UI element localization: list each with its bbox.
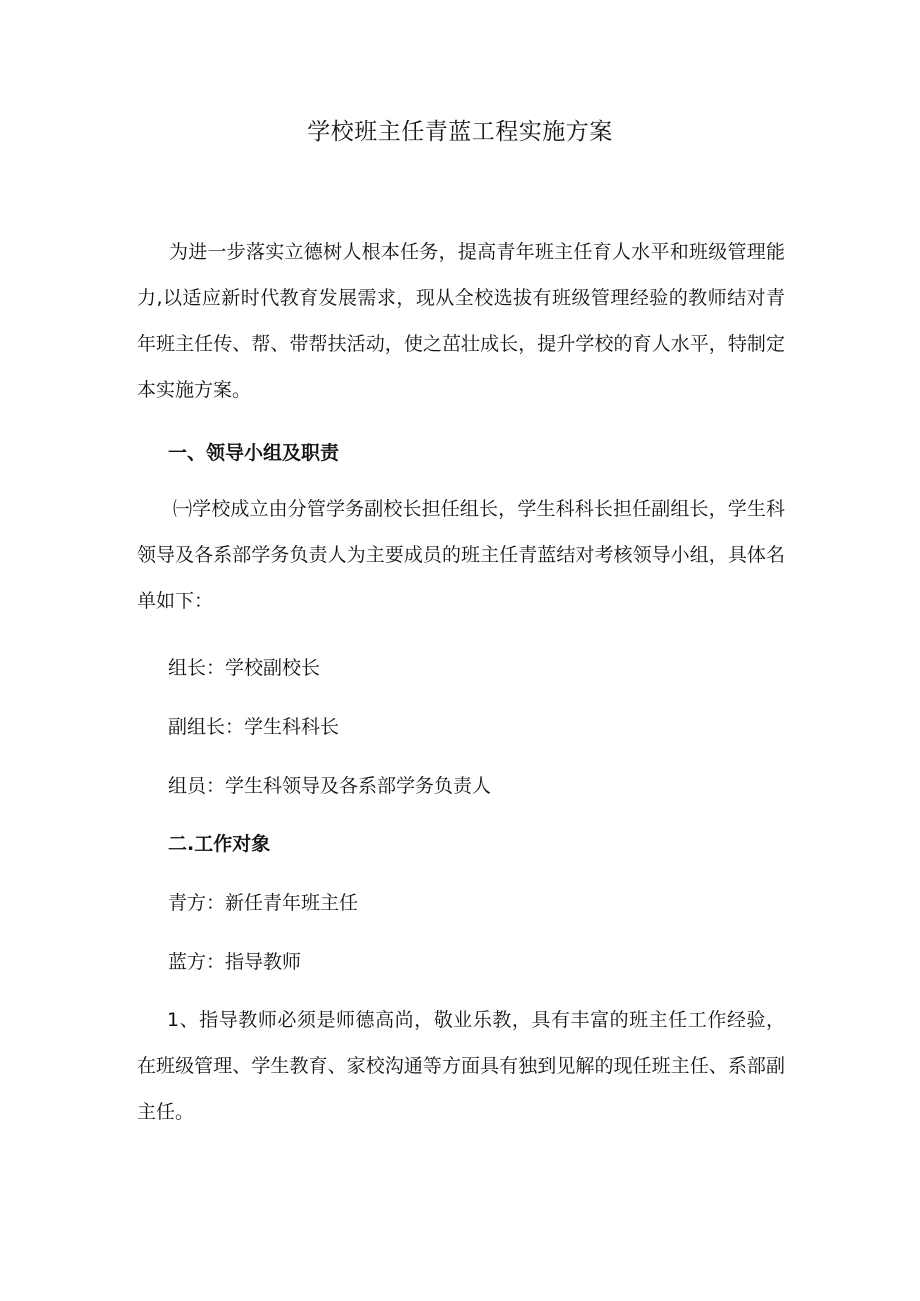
section1-heading: 一、领导小组及职责 (168, 442, 340, 464)
item1-paragraph: 1、指导教师必须是师德高尚，敬业乐教，具有丰富的班主任工作经验，在班级管理、学生教育、家校沟通等方面具有独到见解的现任班主任、系部副主任。 (137, 1009, 785, 1123)
members-line: 组员：学生科领导及各系部学务负责人 (168, 775, 492, 797)
section2-heading: 二.工作对象 (168, 833, 271, 855)
document-title: 学校班主任青蓝工程实施方案 (307, 119, 613, 145)
lan-side-line: 蓝方：指导教师 (168, 951, 302, 973)
section1-paragraph: ㈠学校成立由分管学务副校长担任组长，学生科科长担任副组长，学生科领导及各系部学务负责人为主要成员的班主任青蓝结对考核领导小组，具体名单如下： (137, 498, 785, 612)
deputy-leader-line: 副组长：学生科科长 (168, 716, 340, 738)
qing-side-line: 青方：新任青年班主任 (168, 892, 359, 914)
intro-paragraph: 为进一步落实立德树人根本任务，提高青年班主任育人水平和班级管理能力,以适应新时代教育发展需求，现从全校选拔有班级管理经验的教师结对青年班主任传、帮、带帮扶活动，使之茁壮成长，提升学校的育人水平，特制定本实施方案。 (137, 241, 785, 401)
group-leader-line: 组长：学校副校长 (168, 657, 321, 679)
